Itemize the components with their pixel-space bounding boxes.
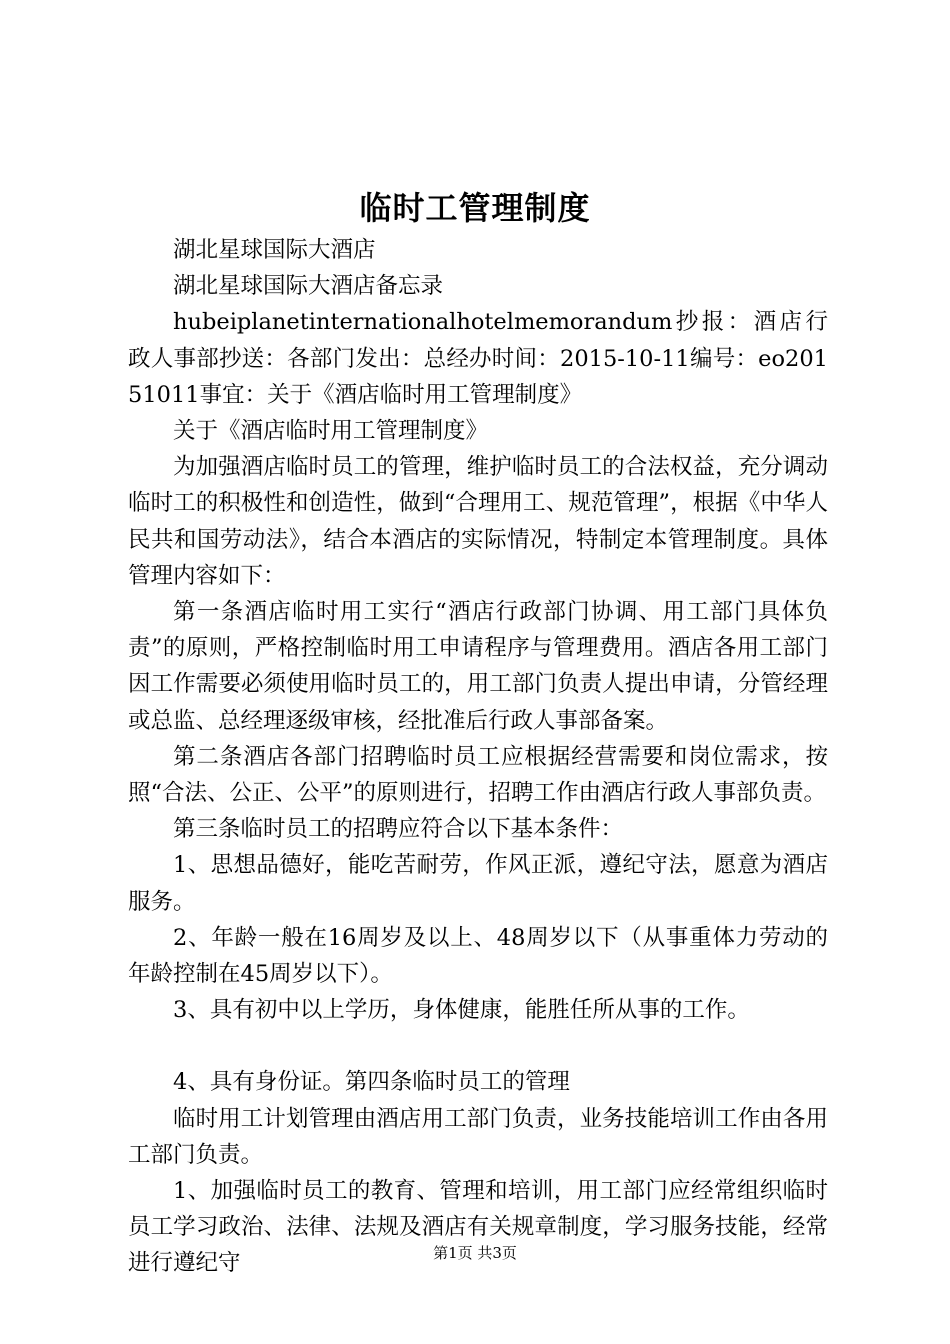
paragraph-article-3: 第三条临时员工的招聘应符合以下基本条件：: [173, 816, 624, 843]
paragraph-condition-4: 4、具有身份证。第四条临时员工的管理: [173, 1069, 570, 1096]
document-body: [128, 232, 828, 1282]
paragraph-condition-1: 1、思想品德好，能吃苦耐劳，作风正派，遵纪守法，愿意为酒店服务。: [128, 852, 828, 915]
paragraph-memo-header: hubeiplanetinternationalhotelmemorandum抄报：酒店行政人事部抄送：各部门发出：总经办时间：2015-10-11编号：eo20151011事宜：关于《酒店临时用工管理制度》: [128, 309, 828, 408]
paragraph-plan-management: 临时用工计划管理由酒店用工部门负责，业务技能培训工作由各用工部门负责。: [128, 1105, 828, 1168]
paragraph-intro: 为加强酒店临时员工的管理，维护临时员工的合法权益，充分调动临时工的积极性和创造性，做到“合理用工、规范管理”，根据《中华人民共和国劳动法》，结合本酒店的实际情况，特制定本管理制度。具体管理内容如下：: [128, 454, 828, 589]
paragraph-memo-heading: 湖北星球国际大酒店备忘录: [173, 273, 444, 300]
paragraph-management-1: 1、加强临时员工的教育、管理和培训，用工部门应经常组织临时员工学习政治、法律、法规及酒店有关规章制度，学习服务技能，经常进行遵纪守: [128, 1178, 828, 1277]
paragraph-hotel-name: 湖北星球国际大酒店: [173, 237, 376, 263]
paragraph-condition-2: 2、年龄一般在16周岁及以上、48周岁以下（从事重体力劳动的年龄控制在45周岁以下）。: [128, 924, 828, 988]
document-title: 临时工管理制度: [359, 189, 591, 227]
paragraph-subject: 关于《酒店临时用工管理制度》: [173, 418, 489, 445]
page-number-footer: 第1页 共3页: [433, 1244, 517, 1262]
paragraph-condition-3: 3、具有初中以上学历，身体健康，能胜任所从事的工作。: [173, 997, 750, 1024]
paragraph-article-1: 第一条酒店临时用工实行“酒店行政部门协调、用工部门具体负责”的原则，严格控制临时用工申请程序与管理费用。酒店各用工部门因工作需要必须使用临时员工的，用工部门负责人提出申请，分管经理或总监、总经理逐级审核，经批准后行政人事部备案。: [128, 599, 828, 734]
paragraph-article-2: 第二条酒店各部门招聘临时员工应根据经营需要和岗位需求，按照“合法、公正、公平”的原则进行，招聘工作由酒店行政人事部负责。: [128, 743, 828, 807]
